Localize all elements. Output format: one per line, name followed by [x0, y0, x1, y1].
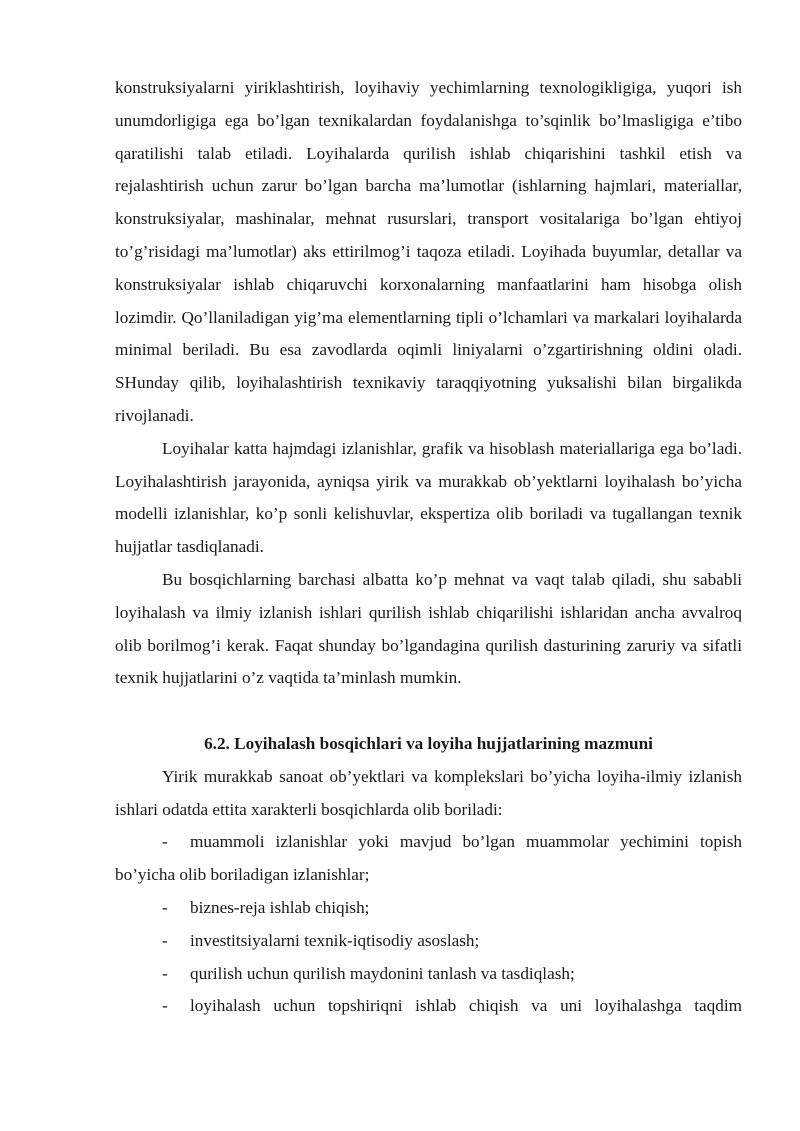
dash-marker: -: [162, 832, 168, 852]
list-item: [115, 826, 742, 892]
list-item: [115, 892, 742, 925]
list-item-text: muammoli izlanishlar yoki mavjud bo’lgan muammolar yechimini topish bo’yicha olib boriladigan izlanishlar;: [115, 832, 742, 885]
list-item-text: investitsiyalarni texnik-iqtisodiy asoslash;: [190, 930, 480, 950]
list-item-text: loyihalash uchun topshiriqni ishlab chiqish va uni loyihalashga taqdim: [190, 996, 742, 1016]
paragraph-1: konstruksiyalarni yiriklashtirish, loyihaviy yechimlarning texnologikligiga, yuqori ish unumdorligiga ega bo’lgan texnikalardan foydalanishga to’sqinlik bo’lmasligiga e’tibo qaratilishi talab etiladi. Loyihalarda qurilish ishlab chiqarishini tashkil etish va rejalashtirish uchun zarur bo’lgan barcha ma’lumotlar (ishlarning hajmlari, materiallar, konstruksiyalar, mashinalar, mehnat rusurslari, transport vositalariga bo’lgan ehtiyoj to’g’risidagi ma’lumotlar) aks ettirilmog’i taqoza etiladi. Loyihada buyumlar, detallar va konstruksiyalar ishlab chiqaruvchi korxonalarning manfaatlarini ham hisobga olish lozimdir. Qo’llaniladigan yig’ma elementlarning tipli o’lchamlari va markalari loyihalarda minimal beriladi. Bu esa zavodlarda oqimli liniyalarni o’zgartirishning oldini oladi. SHunday qilib, loyihalashtirish texnikaviy taraqqiyotning yuksalishi bilan birgalikda rivojlanadi.: [115, 78, 742, 425]
document-page: [115, 72, 742, 1023]
dash-marker: -: [162, 930, 168, 950]
paragraph-2: Loyihalar katta hajmdagi izlanishlar, grafik va hisoblash materiallariga ega bo’ladi. Loyihalashtirish jarayonida, ayniqsa yirik va murakkab ob’yektlarni loyihalash bo’yicha modelli izlanishlar, ko’p sonli kelishuvlar, ekspertiza olib boriladi va tugallangan texnik hujjatlar tasdiqlanadi.: [115, 438, 742, 557]
dash-marker: -: [162, 996, 168, 1016]
list-item-text: biznes-reja ishlab chiqish;: [190, 897, 370, 917]
list-item: [115, 958, 742, 991]
list-item: [115, 990, 742, 1023]
list-item: [115, 925, 742, 958]
dash-marker: -: [162, 963, 168, 983]
dash-marker: -: [162, 897, 168, 917]
list-item-text: qurilish uchun qurilish maydonini tanlash va tasdiqlash;: [190, 963, 575, 983]
section-heading: 6.2. Loyihalash bosqichlari va loyiha hujjatlarining mazmuni: [204, 733, 653, 753]
paragraph-4: Yirik murakkab sanoat ob’yektlari va komplekslari bo’yicha loyiha-ilmiy izlanish ishlari odatda ettita xarakterli bosqichlarda olib boriladi:: [115, 766, 742, 819]
bullet-list: [115, 826, 742, 1023]
paragraph-3: Bu bosqichlarning barchasi albatta ko’p mehnat va vaqt talab qiladi, shu sababli loyihalash va ilmiy izlanish ishlari qurilish ishlab chiqarilishi ishlaridan ancha avvalroq olib borilmog’i kerak. Faqat shunday bo’lgandagina qurilish dasturining zaruriy va sifatli texnik hujjatlarini o’z vaqtida ta’minlash mumkin.: [115, 569, 742, 688]
